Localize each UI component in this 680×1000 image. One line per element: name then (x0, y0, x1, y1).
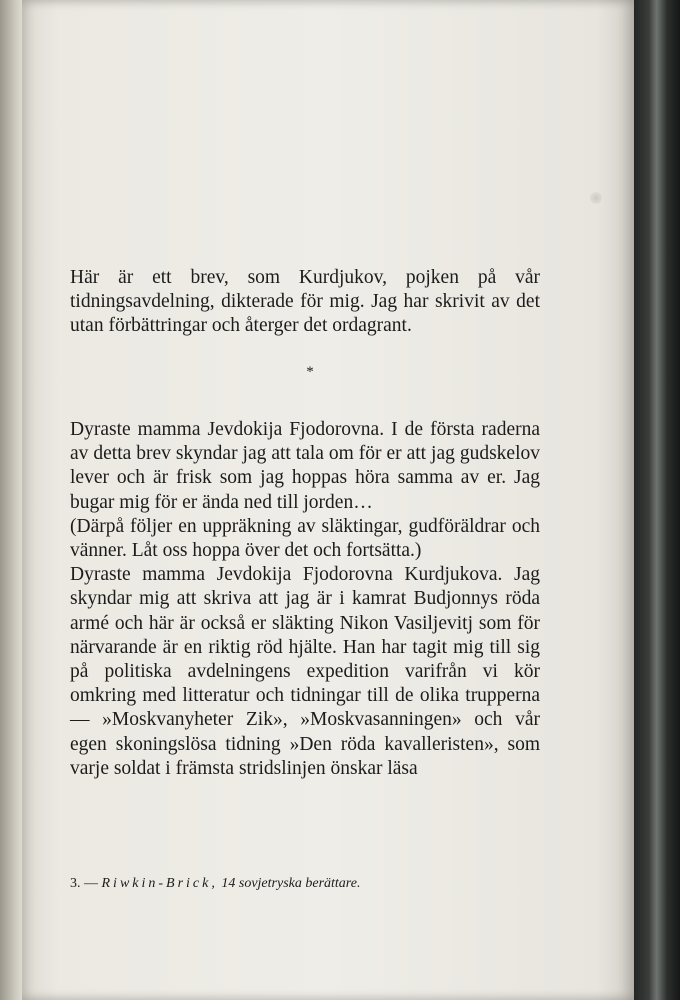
paper-spot (590, 192, 602, 204)
footer-title: 14 sovjetryska berättare. (221, 876, 361, 891)
letter-paragraph: Dyraste mamma Jevdokija Fjodorovna. I de första raderna av detta brev skyndar jag att tala om för er att jag gudskelov lever och är frisk som jag hoppas höra samma av er. Jag bugar mig för er ända ned till jorden… (70, 419, 540, 513)
letter-body (70, 418, 540, 781)
book-cover-left (0, 0, 24, 1000)
section-separator: * (306, 364, 314, 380)
intro-paragraph: Här är ett brev, som Kurdjukov, pojken på vår tidningsavdelning, dikterade för mig. Jag har skrivit av det utan förbättringar och återger det ordagrant. (70, 267, 540, 337)
footer-author: Riwkin-Brick, (101, 876, 218, 891)
signature-mark: 3. — (70, 876, 98, 891)
book-cover-right (628, 0, 680, 1000)
page-footer (70, 876, 540, 892)
book-page (22, 0, 634, 1000)
letter-paragraph: (Därpå följer en uppräkning av släktingar, gudföräldrar och vänner. Låt oss hoppa över det och fortsätta.) (70, 515, 540, 562)
letter-paragraph: Dyraste mamma Jevdokija Fjodorovna Kurdjukova. Jag skyndar mig att skriva att jag är i kamrat Budjonnys röda armé och här är också er släkting Nikon Vasiljevitj som för närvarande är en riktig röd hjälte. Han har tagit mig till sig på politiska avdelningens expedition varifrån vi kör omkring med litteratur och tidningar till de olika trupperna — »Moskvanyheter Zik», »Moskvasanningen» och vår egen skoningslösa tidning »Den röda kavalleristen», som varje soldat i främsta stridslinjen önskar läsa (70, 564, 540, 779)
